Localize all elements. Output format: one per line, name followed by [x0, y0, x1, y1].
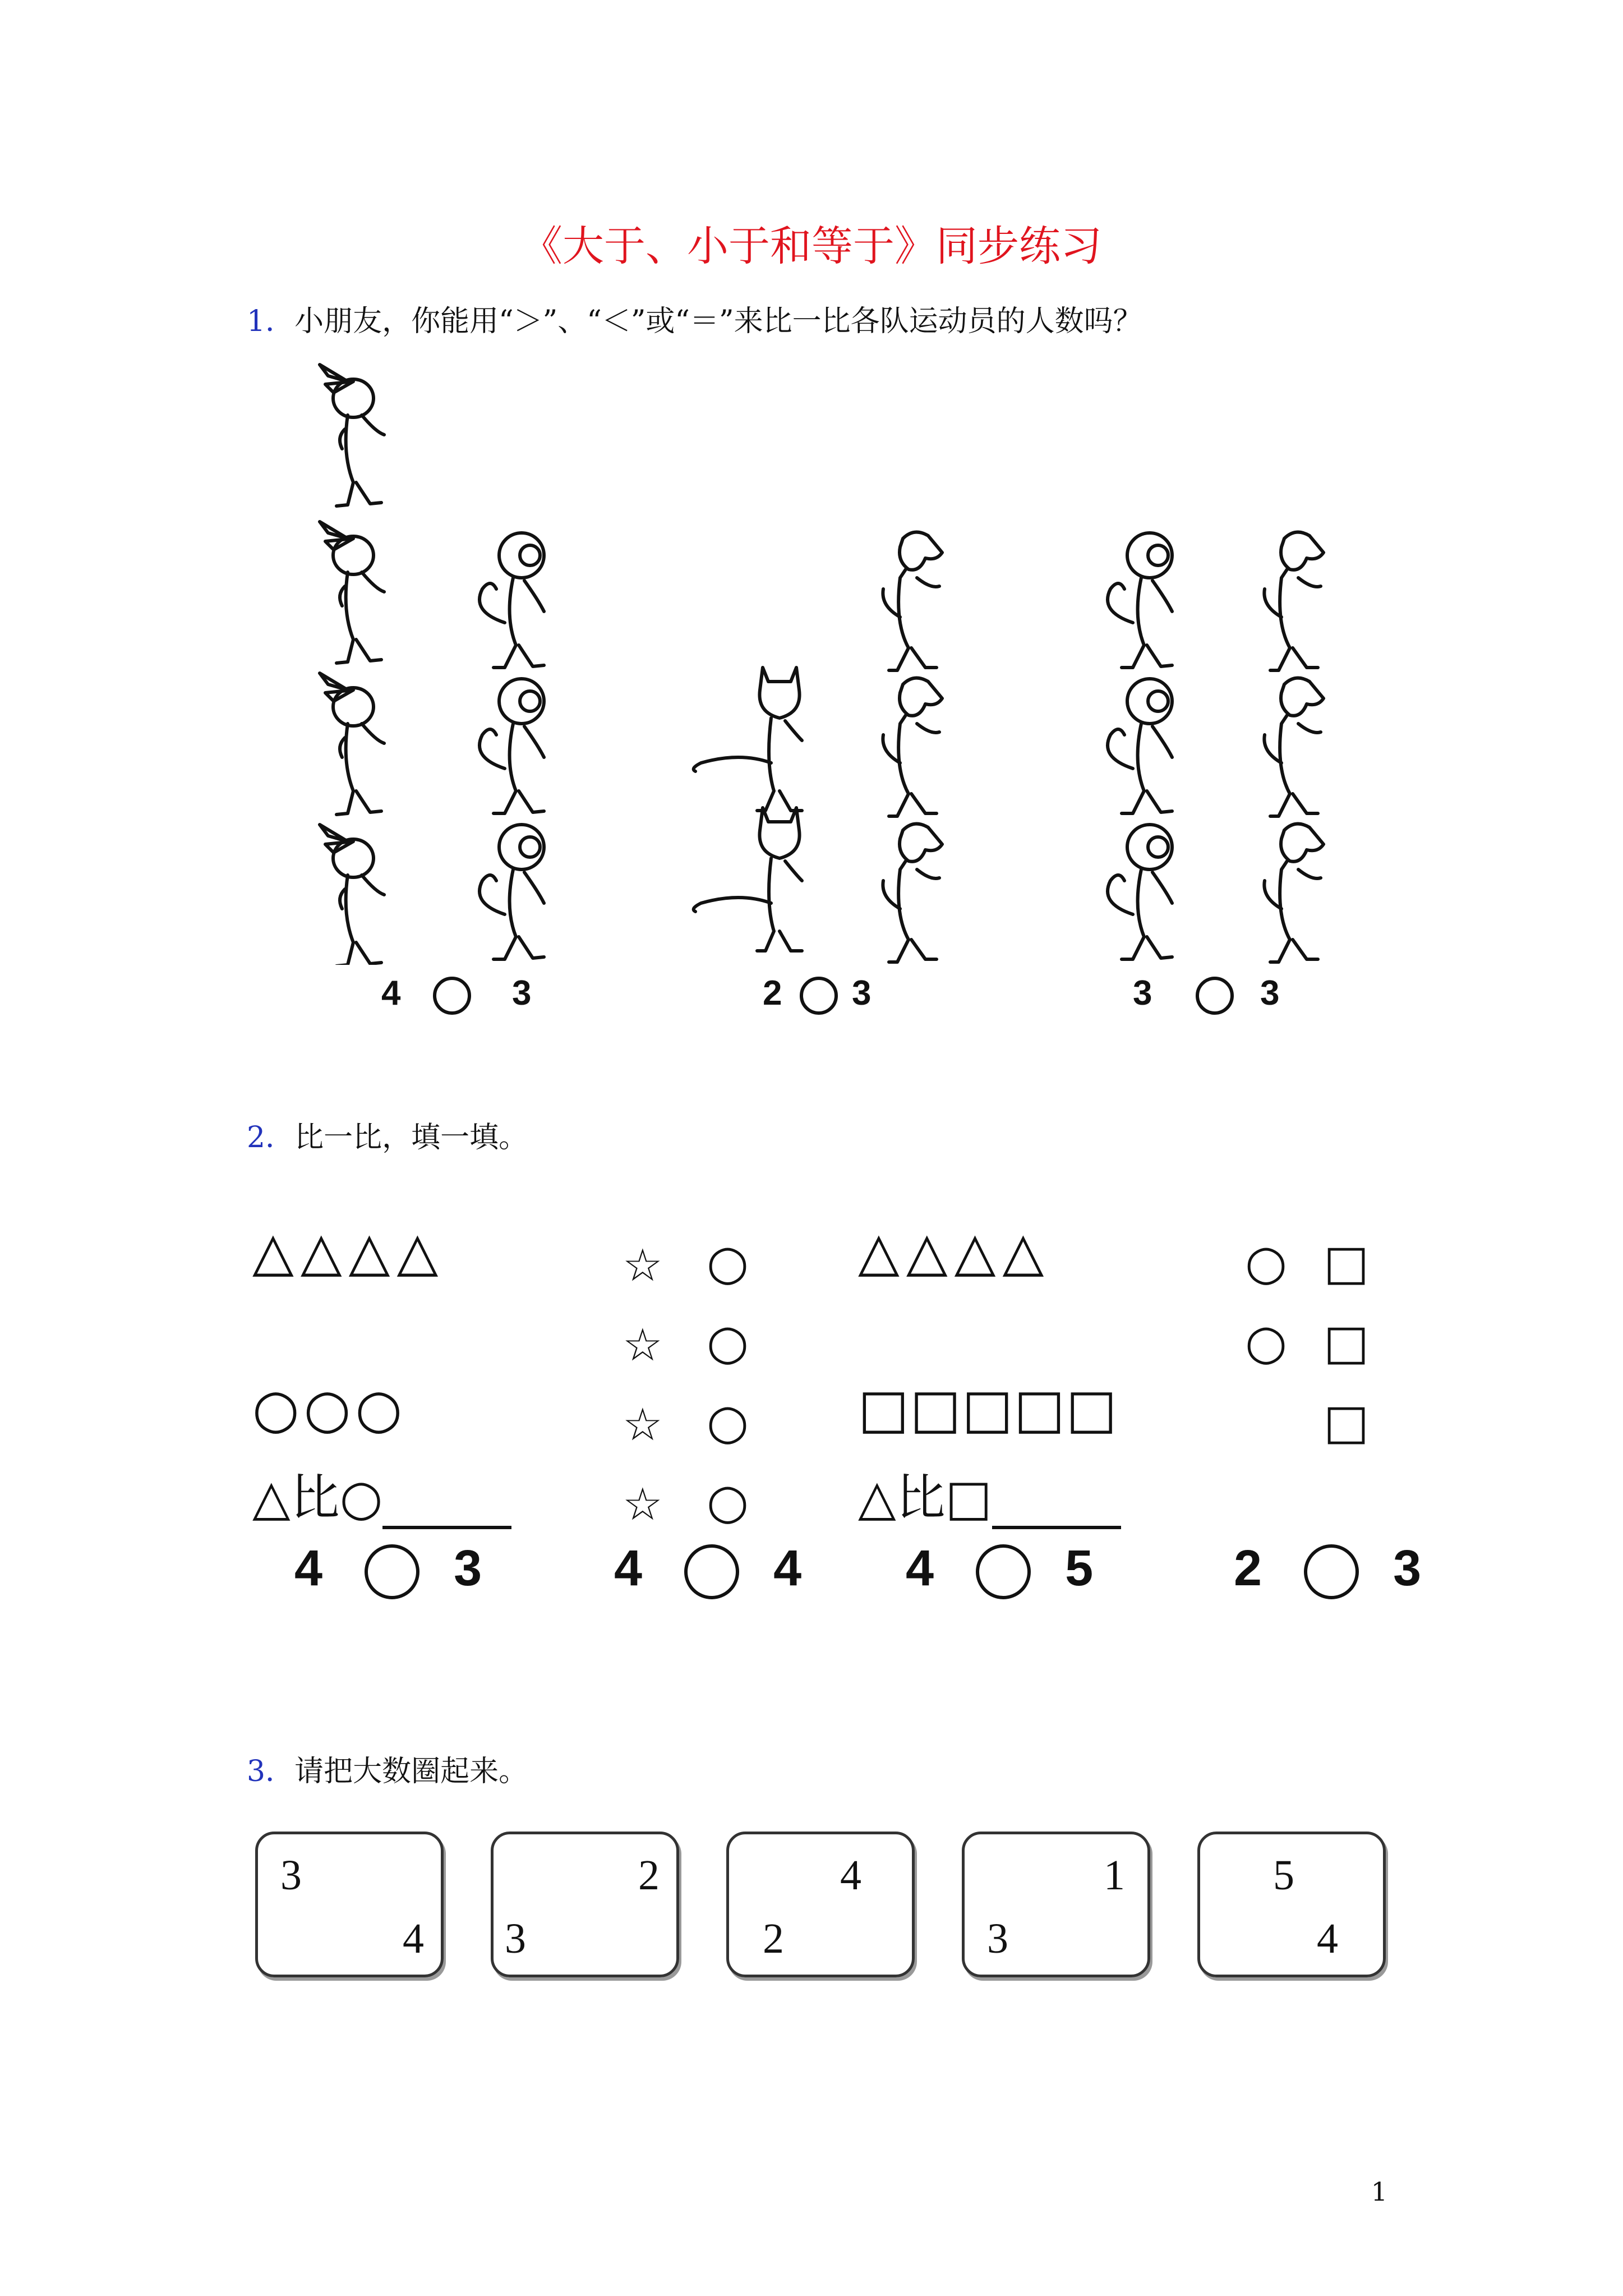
number-card-1[interactable] [255, 1832, 444, 1977]
compare-label: △比□ [858, 1469, 992, 1526]
label-triangle-vs-square [858, 1458, 1121, 1529]
compare-right: 3 [511, 974, 532, 1013]
circle-icon: ○ [707, 1394, 749, 1450]
question-number: 3． [247, 1755, 295, 1788]
compare-left: 2 [1234, 1540, 1262, 1596]
square-icon: □ [1324, 1394, 1370, 1450]
circle-icon: ○ [1245, 1235, 1288, 1291]
q2-compare-1 [294, 1540, 482, 1599]
compare-right: 5 [1065, 1540, 1094, 1596]
square-icon: □ [1324, 1314, 1370, 1370]
question-1 [247, 297, 1142, 339]
label-triangle-vs-circle [252, 1458, 511, 1529]
answer-blank[interactable] [992, 1492, 1121, 1529]
compare-1 [381, 973, 531, 1015]
number-card-3[interactable] [726, 1832, 915, 1977]
card-number[interactable]: 4 [1317, 1915, 1338, 1962]
compare-left: 4 [381, 974, 401, 1013]
circles-column-2 [1245, 1223, 1287, 1382]
card-number[interactable]: 3 [505, 1915, 526, 1962]
card-number[interactable]: 4 [840, 1852, 861, 1899]
circle-icon: ○ [1245, 1314, 1288, 1370]
question-3 [247, 1747, 528, 1789]
compare-circle[interactable] [976, 1544, 1031, 1599]
card-number[interactable]: 1 [1104, 1852, 1125, 1899]
compare-right: 4 [773, 1540, 802, 1596]
circle-icon: ○ [707, 1314, 749, 1370]
card-number[interactable]: 2 [763, 1915, 784, 1962]
compare-right: 3 [1393, 1540, 1422, 1596]
number-card-2[interactable] [491, 1832, 679, 1977]
answer-blank[interactable] [382, 1492, 511, 1529]
page-number: 1 [1371, 2177, 1387, 2207]
question-text: 比一比，填一填。 [294, 1121, 528, 1154]
animal-illustrations [314, 348, 1380, 965]
q2-compare-3 [906, 1540, 1093, 1599]
compare-3 [1133, 973, 1279, 1015]
star-icon: ☆ [623, 1239, 663, 1291]
number-card-5[interactable] [1197, 1832, 1386, 1977]
question-text: 小朋友，你能用“＞”、“＜”或“＝”来比一比各队运动员的人数吗？ [294, 305, 1142, 338]
compare-circle[interactable] [433, 977, 471, 1015]
compare-right: 3 [851, 974, 872, 1013]
compare-left: 4 [906, 1540, 934, 1596]
squares-row: □□□□□ [858, 1377, 1118, 1440]
card-number[interactable]: 5 [1273, 1852, 1294, 1899]
number-card-4[interactable] [962, 1832, 1150, 1977]
stars-column [623, 1226, 663, 1544]
compare-left: 3 [1133, 974, 1152, 1013]
compare-left: 4 [614, 1540, 643, 1596]
circles-column [707, 1223, 749, 1542]
compare-right: 3 [1260, 974, 1280, 1013]
circle-icon: ○ [707, 1474, 749, 1530]
compare-label: △比○ [252, 1469, 383, 1526]
question-text: 请把大数圈起来。 [294, 1755, 528, 1788]
star-icon: ☆ [623, 1478, 663, 1530]
compare-circle[interactable] [1196, 977, 1234, 1015]
compare-circle[interactable] [800, 977, 838, 1015]
compare-2 [763, 973, 871, 1015]
question-number: 1． [247, 305, 295, 338]
question-2 [247, 1114, 528, 1156]
question-number: 2． [247, 1121, 295, 1154]
circle-icon: ○ [707, 1235, 749, 1291]
compare-circle[interactable] [365, 1544, 419, 1599]
q2-compare-4 [1234, 1540, 1421, 1599]
square-icon: □ [1324, 1235, 1370, 1291]
compare-left: 2 [763, 974, 782, 1013]
page-title: 《大于、小于和等于》同步练习 [521, 222, 1102, 270]
triangles-row: △△△△ [252, 1220, 445, 1283]
compare-left: 4 [294, 1540, 323, 1596]
triangles-row-2: △△△△ [858, 1220, 1051, 1283]
card-number[interactable]: 3 [987, 1915, 1008, 1962]
squares-column [1324, 1223, 1369, 1462]
compare-right: 3 [454, 1540, 482, 1596]
card-number[interactable]: 2 [638, 1852, 660, 1899]
star-icon: ☆ [623, 1398, 663, 1451]
card-number[interactable]: 4 [403, 1915, 424, 1962]
q2-compare-2 [614, 1540, 801, 1599]
card-number[interactable]: 3 [280, 1852, 302, 1899]
circles-row: ○○○ [252, 1377, 407, 1440]
compare-circle[interactable] [1304, 1544, 1359, 1599]
compare-circle[interactable] [684, 1544, 739, 1599]
star-icon: ☆ [623, 1319, 663, 1371]
